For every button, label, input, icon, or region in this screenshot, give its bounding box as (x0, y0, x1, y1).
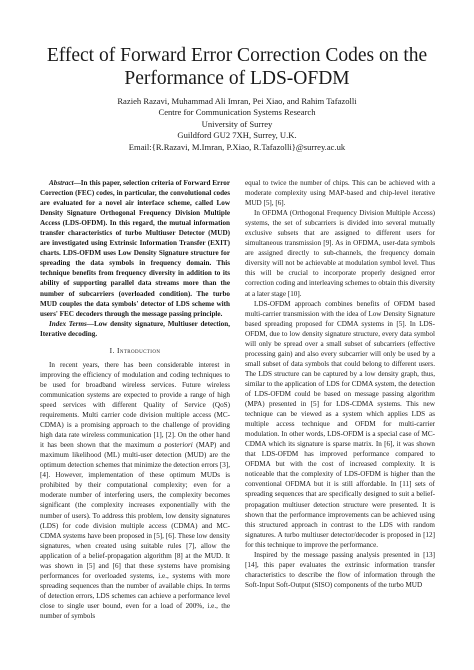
abstract-text: —In this paper, selection criteria of Forward Error Correction (FEC) codes, in particular, the convolutional codes are evaluated for a novel air interface scheme, called Low Density Signature Orthogonal Frequency Division Multiple Access (LDS-OFDM). In this regard, the mutual information transfer characteristics of turbo Multiuser Detector (MUD) are investigated using Extrinsic Information Transfer (EXIT) charts. LDS-OFDM uses Low Density Signature structure for spreading the data symbols in frequency domain. This technique benefits from frequency diversity in addition to its ability of supporting parallel data streams more than the number of subcarriers (overloaded condition). The turbo MUD couples the data symbols' detector of LDS scheme with users' FEC decoders through the message passing principle. (40, 179, 230, 318)
right-paragraph-ofdma: In OFDMA (Orthogonal Frequency Division Multiple Access) systems, the set of subcarriers is divided into several mutually exclusive subsets that are assigned to different users for simultaneous transmission [9]. As in OFDMA, user-data symbols are assigned directly to sub-channels, the frequency domain diversity will not be achievable at modulation symbol level. Thus this will be crucial to incorporate properly designed error correction coding and interleaving schemes to obtain this diversity at a later stage [10]. (245, 209, 435, 298)
abstract (40, 178, 230, 319)
intro-p1-part-a: In recent years, there has been considerable interest in improving the efficiency of modulation and coding techniques to be used for broadband wireless services. Future wireless communication systems are expected to provide a range of high speed services with different Quality of Service (QoS) requirements. Multi carrier code division multiple access (MC-CDMA) is a promising approach to the challenge of providing high data rate wireless communication [1], [2]. On the other hand it has been shown that the maximum (40, 360, 230, 450)
intro-p1-part-b: (MAP) and maximum likelihood (ML) multi-user detection (MUD) are the optimum detection schemes that minimize the detection errors [3], [4]. However, implementation of these optimum MUDs is prohibited by their computational complexity; even for a moderate number of interfering users, the complexity becomes significant (the complexity increases exponentially with the number of users). To address this problem, low density signatures (LDS) for code division multiple access (CDMA) and MC-CDMA systems have been proposed in [5], [6]. These low density signatures, when created using suitable rules [7], allow the application of a belief-propagation algorithm [8] at the MUD. It was shown in [5] and [6] that these systems have promising performances for overloaded systems, i.e., systems with more spreading sequences than the number of available chips. In terms of detection errors, LDS schemes can achieve a performance level close to single user bound, even for a load of 200%, i.e., the number of symbols (40, 441, 230, 620)
index-terms-text: —Low density signature, Multiuser detection, Iterative decoding. (40, 319, 230, 338)
affiliation-centre: Centre for Communication Systems Research (158, 107, 316, 118)
title-line-2: Performance of LDS-OFDM (124, 68, 350, 89)
right-paragraph-exit: Inspired by the message passing analysis presented in [13] [14], this paper evaluates the extrinsic information transfer characteristics to describe the flow of information through the Soft-Input Soft-Output (SISO) components of the turbo MUD (245, 550, 435, 589)
affiliation-address: Guildford GU2 7XH, Surrey, U.K. (177, 130, 297, 141)
intro-p1-italic: a posteriori (157, 441, 193, 450)
paper-title (30, 44, 444, 90)
right-paragraph-continued: equal to twice the number of chips. This can be achieved with a moderate complexity using MAP-based and chip-level iterative MUD [5], [6]. (245, 179, 435, 208)
author-names: Razieh Razavi, Muhammad Ali Imran, Pei Xiao, and Rahim Tafazolli (117, 96, 357, 106)
left-column (40, 178, 230, 621)
section-heading-introduction: I. Introduction (109, 345, 161, 355)
intro-paragraph-1 (40, 360, 230, 621)
title-line-1: Effect of Forward Error Correction Codes on the (46, 45, 428, 66)
affiliation-university: University of Surrey (201, 118, 273, 129)
index-terms-lead: Index Terms (49, 319, 87, 328)
right-paragraph-lds-ofdm: LDS-OFDM approach combines benefits of OFDM based multi-carrier transmission with the idea of Low Density Signature based spreading proposed for CDMA systems in [5]. In LDS-OFDM, due to low density signature structure, every data symbol will only be spread over a small subset of subcarriers (effective processing gain) and also every subcarrier will only be used by a small subset of data symbols that could belong to different users. The LDS structure can be captured by a low density graph, thus, similar to the application of LDS for CDMA system, the detection of LDS-OFDM could be based on message passing algorithm (MPA) presented in [5] for LDS-CDMA systems. This new technique can be viewed as a system which applies LDS as multiple access technique and OFDM for multi-carrier modulation. In other words, LDS-OFDM is a special case of MC-CDMA which its signature is sparse matrix. In [6], it was shown that LDS-OFDM has improved performance compared to OFDMA but with the cost of increased complexity. It is noticeable that the complexity of LDS-OFDM is higher than the conventional OFDMA but it is still affordable. In [11] sets of spreading sequences that are specifically designed to suit a belief-propagation multiuser detection structure were presented. It is shown that the performance improvements can be achieved using this structured approach in contrast to the LDS with random signatures. A turbo multiuser detector/decoder is proposed in [12] for this technique to improve the performance. (245, 299, 435, 549)
author-emails: Email:{R.Razavi, M.Imran, P.Xiao, R.Tafazolli}@surrey.ac.uk (128, 141, 346, 152)
right-column (245, 178, 435, 590)
index-terms (40, 319, 230, 339)
author-block (30, 96, 444, 153)
abstract-lead: Abstract (49, 179, 74, 187)
